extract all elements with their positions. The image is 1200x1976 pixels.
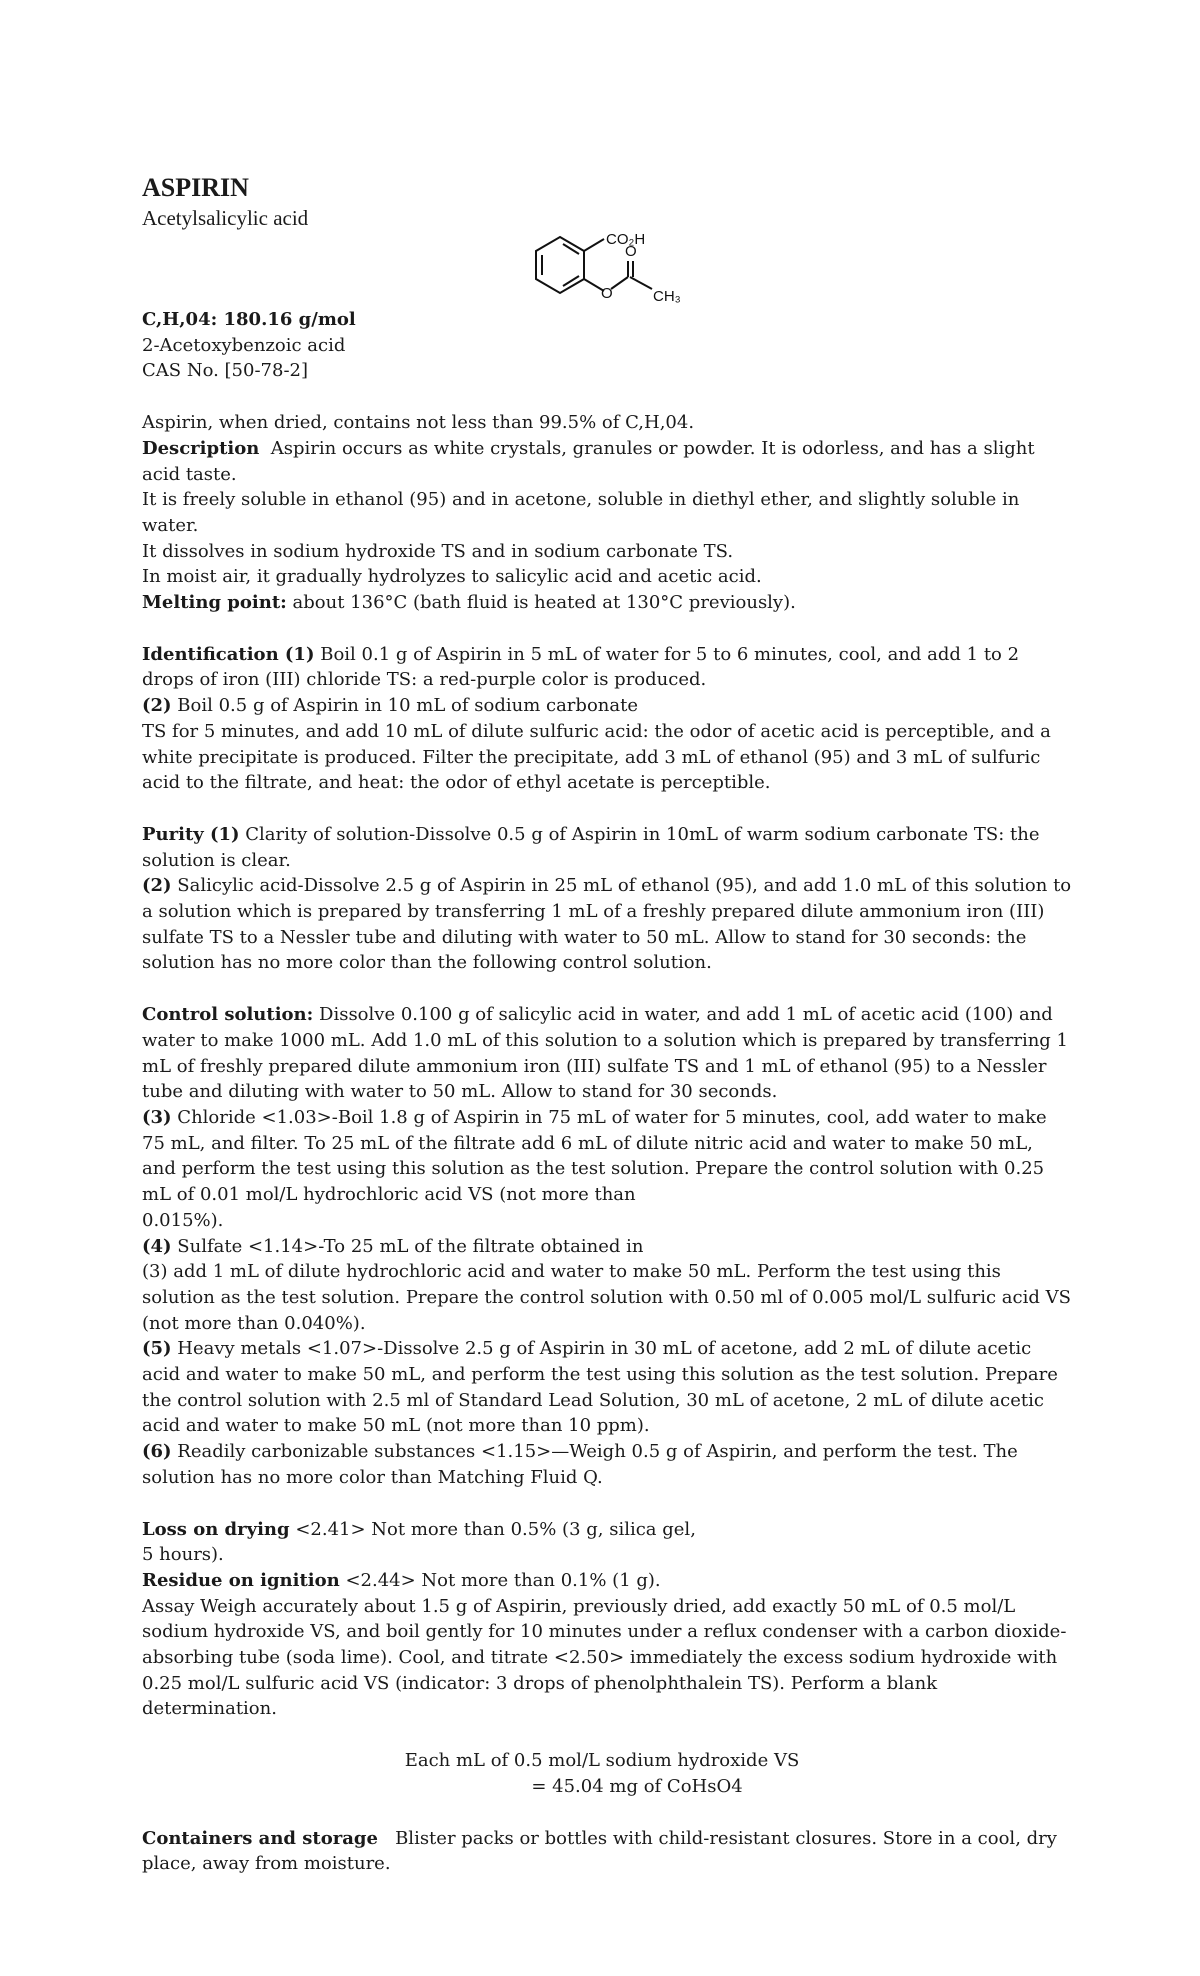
identification-label: Identification (1)	[142, 643, 315, 665]
hydrolyzes-text: In moist air, it gradually hydrolyzes to salicylic acid and acetic acid.	[142, 566, 762, 588]
sulfate-label: (4)	[142, 1235, 172, 1257]
heavy-metals-text: Heavy metals <1.07>-Dissolve 2.5 g of Aspirin in 30 mL of acetone, add 2 mL of dilute acetic acid and water to make 50 mL, and perform the test using this solution as the test solution. Prepare the control solution with 2.5 ml of Standard Lead Solution, 30 mL of acetone, 2 mL of dilute acetic acid and water to make 50 mL (not more than 10 ppm).	[142, 1338, 1058, 1437]
intro-text: Aspirin, when dried, contains not less than 99.5% of C,H,04.	[142, 412, 695, 434]
purity-label: Purity (1)	[142, 823, 240, 845]
assay-paragraph: Assay Weigh accurately about 1.5 g of Aspirin, previously dried, add exactly 50 mL of 0.5 mol/L sodium hydroxide VS, and boil gently for 10 minutes under a reflux condenser with a carbon dioxide-absorbing tube (soda lime). Cool, and titrate <2.50> immediately the excess sodium hydroxide with 0.25 mol/L sulfuric acid VS (indicator: 3 drops of phenolphthalein TS). Perform a blank determination.	[142, 1595, 1067, 1720]
loss-on-drying-duration: 5 hours).	[142, 1544, 224, 1566]
identification-item-1: Boil 0.1 g of Aspirin in 5 mL of water for 5 to 6 minutes, cool, and add 1 to 2 drops of iron (III) chloride TS: a red-purple color is produced.	[142, 643, 1020, 691]
carbonizable-text: Readily carbonizable substances <1.15>—Weigh 0.5 g of Aspirin, and perform the test. The solution has no more color than Matching Fluid Q.	[142, 1441, 1018, 1488]
equivalence-line-2: = 45.04 mg of CoHsO4	[531, 1775, 743, 1797]
control-solution-label: Control solution:	[142, 1004, 314, 1026]
dissolves-text: It dissolves in sodium hydroxide TS and in sodium carbonate TS.	[142, 540, 734, 562]
iupac-name: 2-Acetoxybenzoic acid	[142, 334, 346, 356]
carbonizable-test	[142, 1439, 1072, 1490]
containers-paragraph	[142, 1826, 1072, 1877]
sulfate-test	[142, 1234, 1072, 1260]
melting-point-paragraph	[142, 590, 1072, 616]
carboxyl-label: CO₂H	[606, 231, 646, 248]
purity-paragraph	[142, 822, 1072, 873]
control-solution-paragraph	[142, 1002, 1072, 1105]
methyl-label: CH₃	[653, 288, 681, 305]
purity-item-2-label: (2)	[142, 875, 172, 897]
ester-oxygen-label: O	[601, 285, 613, 302]
chloride-limit: 0.015%).	[142, 1209, 224, 1231]
loss-on-drying-text: <2.41> Not more than 0.5% (3 g, silica gel,	[295, 1518, 696, 1540]
chloride-test	[142, 1105, 1072, 1208]
chloride-text: Chloride <1.03>-Boil 1.8 g of Aspirin in 75 mL of water for 5 minutes, cool, add water to make 75 mL, and filter. To 25 mL of the filtrate add 6 mL of dilute nitric acid and water to make 50 mL, and perform the test using this solution as the test solution. Prepare the control solution with 0.25 mL of 0.01 mol/L hydrochloric acid VS (not more than	[142, 1106, 1047, 1206]
description-text: Aspirin occurs as white crystals, granules or powder. It is odorless, and has a slight acid taste.	[142, 437, 1035, 485]
purity-item-2-text: Salicylic acid-Dissolve 2.5 g of Aspirin in 25 mL of ethanol (95), and add 1.0 mL of this solution to a solution which is prepared by transferring 1 mL of a freshly prepared dilute ammonium iron (III) sulfate TS to a Nessler tube and diluting with water to 50 mL. Allow to stand for 30 seconds: the solution has no more color than the following control solution.	[142, 875, 1072, 974]
residue-on-ignition-paragraph	[142, 1568, 1072, 1594]
loss-on-drying-label: Loss on drying	[142, 1518, 290, 1540]
residue-on-ignition-text: <2.44> Not more than 0.1% (1 g).	[345, 1569, 661, 1591]
description-paragraph	[142, 436, 1072, 487]
identification-item-2a-text: Boil 0.5 g of Aspirin in 10 mL of sodium carbonate	[177, 695, 638, 717]
identification-item-2-label: (2)	[142, 695, 172, 717]
description-label: Description	[142, 437, 260, 459]
purity-item-1: Clarity of solution-Dissolve 0.5 g of Aspirin in 10mL of warm sodium carbonate TS: the solution is clear.	[142, 823, 1040, 871]
control-solution-text: Dissolve 0.100 g of salicylic acid in water, and add 1 mL of acetic acid (100) and water to make 1000 mL. Add 1.0 mL of this solution to a solution which is prepared by transferring 1 mL of freshly prepared dilute ammonium iron (III) sulfate TS and 1 mL of ethanol (95) to a Nessler tube and diluting with water to 50 mL. Allow to stand for 30 seconds.	[142, 1004, 1068, 1103]
page-subtitle: Acetylsalicylic acid	[142, 206, 309, 230]
containers-label: Containers and storage	[142, 1827, 378, 1849]
sulfate-text-b: (3) add 1 mL of dilute hydrochloric acid and water to make 50 mL. Perform the test using this solution as the test solution. Prepare the control solution with 0.50 ml of 0.005 mol/L sulfuric acid VS (not more than 0.040%).	[142, 1261, 1071, 1334]
chloride-label: (3)	[142, 1106, 172, 1128]
solubility-text: It is freely soluble in ethanol (95) and in acetone, soluble in diethyl ether, and slightly soluble in water.	[142, 489, 1020, 536]
molecular-formula: C,H,04: 180.16 g/mol	[142, 309, 356, 330]
monograph-content	[142, 172, 1072, 1877]
melting-point-text: about 136°C (bath fluid is heated at 130°C previously).	[292, 592, 796, 614]
residue-on-ignition-label: Residue on ignition	[142, 1569, 340, 1591]
melting-point-label: Melting point:	[142, 592, 287, 614]
identification-paragraph	[142, 642, 1072, 693]
sulfate-text-a: Sulfate <1.14>-To 25 mL of the filtrate obtained in	[177, 1235, 644, 1257]
equivalence-line-1: Each mL of 0.5 mol/L sodium hydroxide VS	[404, 1750, 800, 1772]
page-title: ASPIRIN	[142, 173, 249, 202]
identification-item-2b: TS for 5 minutes, and add 10 mL of dilute sulfuric acid: the odor of acetic acid is perceptible, and a white precipitate is produced. Filter the precipitate, add 3 mL of ethanol (95) and 3 mL of sulfuric acid to the filtrate, and heat: the odor of ethyl acetate is perceptible.	[142, 720, 1051, 794]
carbonizable-label: (6)	[142, 1441, 172, 1463]
cas-number: CAS No. [50-78-2]	[142, 360, 309, 382]
heavy-metals-label: (5)	[142, 1338, 172, 1360]
purity-item-2	[142, 873, 1072, 976]
carbonyl-oxygen-label: O	[625, 243, 637, 260]
identification-item-2a	[142, 693, 1072, 719]
loss-on-drying-paragraph	[142, 1517, 1072, 1543]
containers-text: Blister packs or bottles with child-resistant closures. Store in a cool, dry place, away from moisture.	[142, 1827, 1057, 1875]
heavy-metals-test	[142, 1336, 1072, 1439]
